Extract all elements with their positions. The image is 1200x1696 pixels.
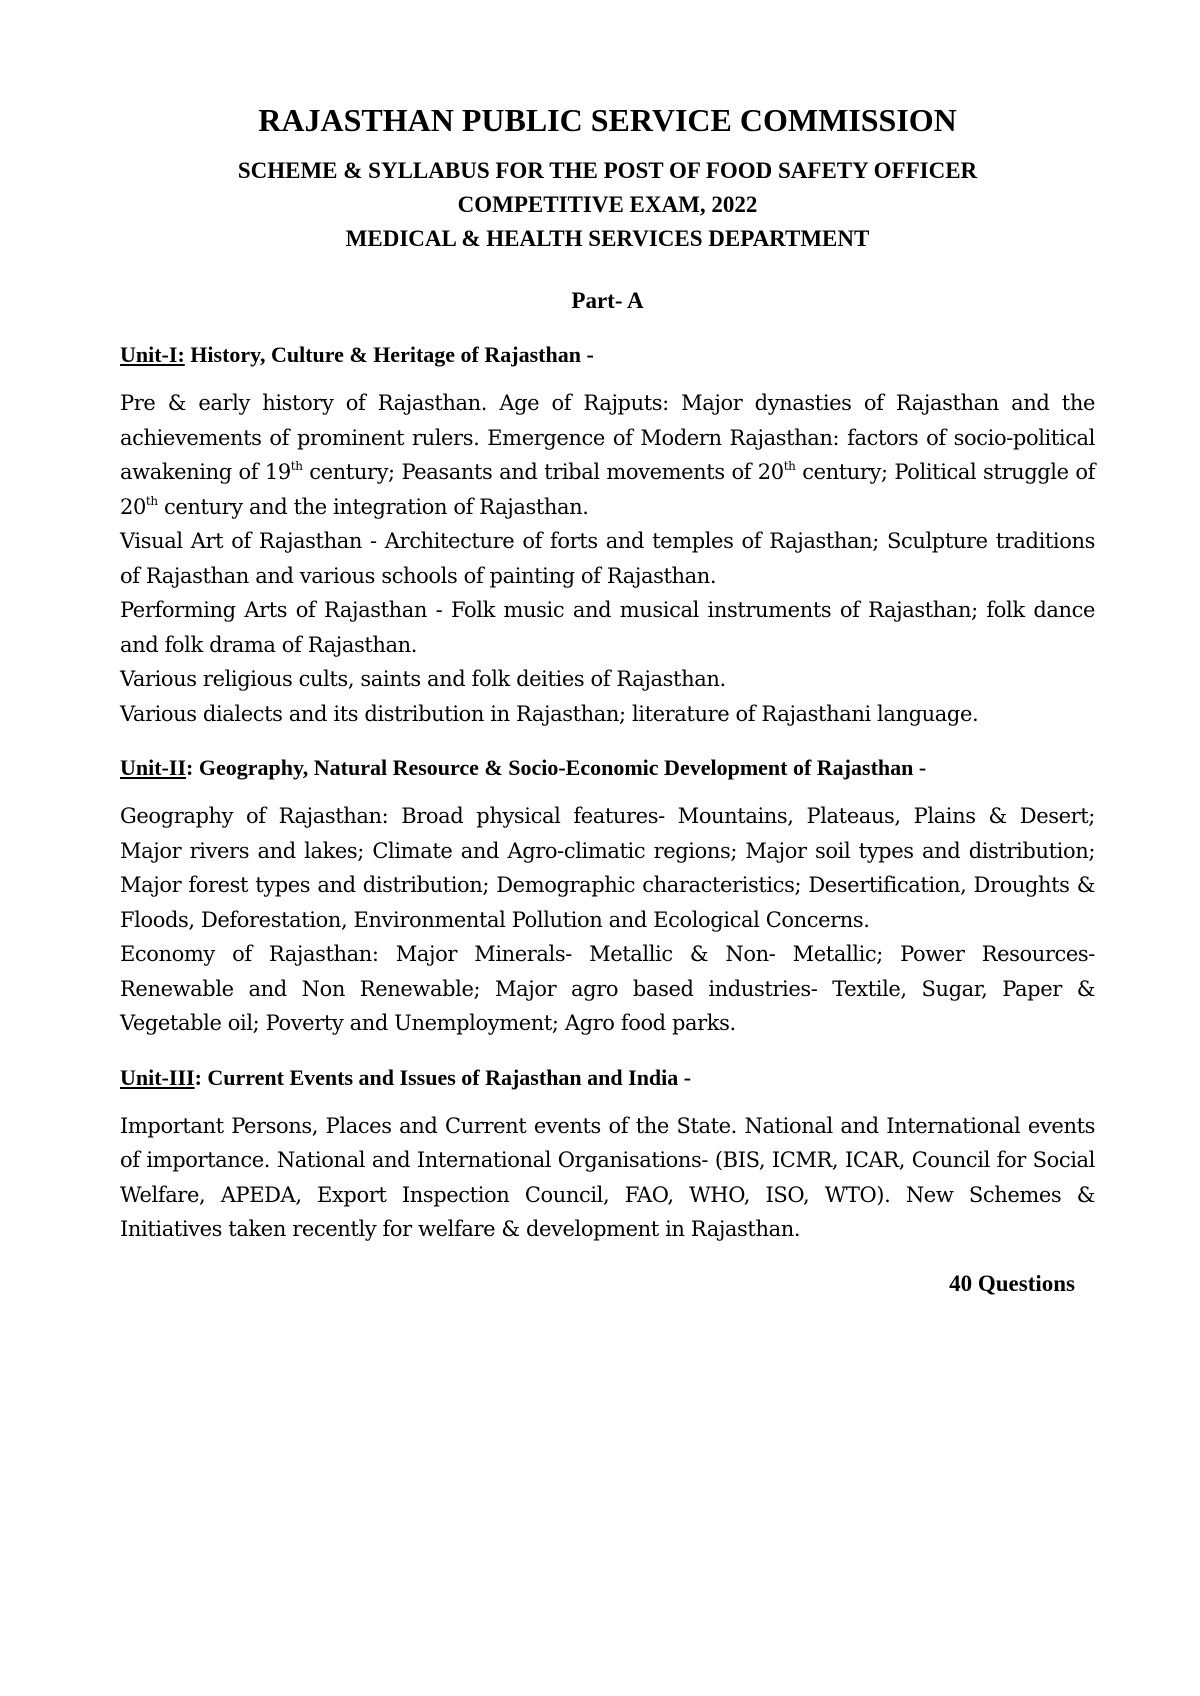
scheme-title-line1: SCHEME & SYLLABUS FOR THE POST OF FOOD SAFETY OFFICER (237, 158, 978, 183)
unit-1-paragraph-performing-arts: Performing Arts of Rajasthan - Folk music and musical instruments of Rajasthan; folk dance and folk drama of Rajasthan. (120, 598, 1095, 657)
unit-3-title: : Current Events and Issues of Rajasthan and India - (194, 1064, 692, 1090)
unit-1-paragraph-religious-cults: Various religious cults, saints and folk deities of Rajasthan. (120, 667, 726, 691)
unit-1-paragraph-history (120, 386, 1095, 524)
unit-2-number: Unit-II (120, 755, 187, 780)
superscript: th (145, 493, 158, 508)
unit-3-section (120, 1063, 1095, 1247)
superscript: th (290, 459, 303, 473)
text-run: century; Political struggle of 20 (120, 460, 1095, 519)
unit-3-number: Unit-III (120, 1064, 195, 1090)
unit-1-number: Unit-I: (120, 342, 185, 367)
text-run: Pre & early history of Rajasthan. Age of Rajputs: Major dynasties of Rajasthan and the achievements of prominent rulers. Emergence of Modern Rajasthan: factors of socio-political awakening of 19 (120, 391, 1095, 484)
text-run: century; Peasants and tribal movements of 20 (302, 460, 784, 484)
document-page (120, 100, 1095, 1299)
questions-count: 40 Questions (949, 1270, 1075, 1296)
unit-1-paragraph-visual-art: Visual Art of Rajasthan - Architecture of forts and temples of Rajasthan; Sculpture traditions of Rajasthan and various schools of painting of Rajasthan. (120, 529, 1095, 588)
unit-2-heading (120, 753, 1095, 783)
department-title: MEDICAL & HEALTH SERVICES DEPARTMENT (345, 226, 870, 251)
unit-1-heading (120, 340, 1095, 370)
unit-2-paragraph-economy: Economy of Rajasthan: Major Minerals- Metallic & Non- Metallic; Power Resources- Renewable and Non Renewable; Major agro based industries- Textile, Sugar, Paper & Vegetable oil; Poverty and Unemployment; Agro food parks. (120, 942, 1095, 1035)
unit-1-paragraph-dialects: Various dialects and its distribution in Rajasthan; literature of Rajasthani language. (120, 701, 979, 726)
scheme-title-line2: COMPETITIVE EXAM, 2022 (457, 192, 758, 217)
commission-title: RAJASTHAN PUBLIC SERVICE COMMISSION (258, 102, 957, 138)
part-title: Part- A (571, 288, 644, 313)
unit-1-title: History, Culture & Heritage of Rajasthan - (184, 342, 594, 367)
unit-3-heading (120, 1063, 1095, 1093)
text-run: century and the integration of Rajasthan. (157, 494, 589, 519)
unit-1-section (120, 340, 1095, 731)
unit-2-section (120, 753, 1095, 1041)
superscript: th (783, 459, 796, 473)
unit-3-paragraph-current-events: Important Persons, Places and Current events of the State. National and International events of importance. National and International Organisations- (BIS, ICMR, ICAR, Council for Social Welfare, APEDA, Export Inspection Council, FAO, WHO, ISO, WTO). New Schemes & Initiatives taken recently for welfare & development in Rajasthan. (120, 1113, 1095, 1241)
unit-2-paragraph-geography: Geography of Rajasthan: Broad physical features- Mountains, Plateaus, Plains & Desert; Major rivers and lakes; Climate and Agro-climatic regions; Major soil types and distribution; Major forest types and distribution; Demographic characteristics; Desertification, Droughts & Floods, Deforestation, Environmental Pollution and Ecological Concerns. (120, 804, 1095, 932)
unit-2-title: : Geography, Natural Resource & Socio-Economic Development of Rajasthan - (186, 755, 927, 780)
